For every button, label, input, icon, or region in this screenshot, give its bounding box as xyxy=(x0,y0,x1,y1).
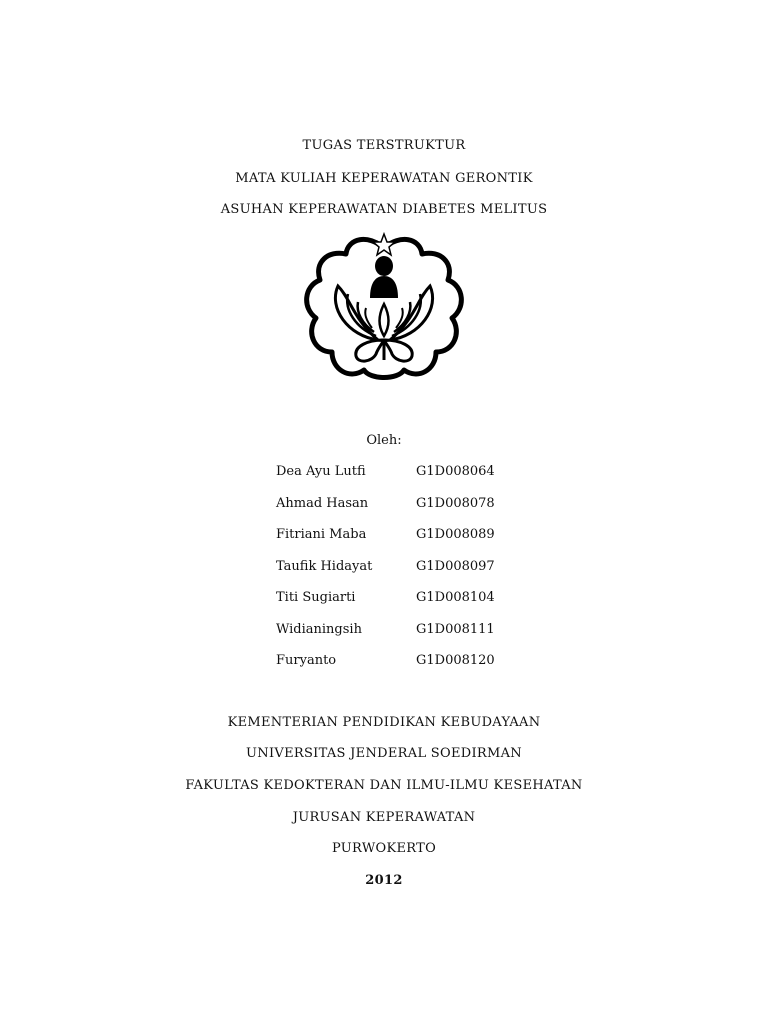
assignment-topic: ASUHAN KEPERAWATAN DIABETES MELITUS xyxy=(220,202,548,217)
member-list xyxy=(276,464,536,685)
list-item xyxy=(276,622,536,654)
list-item xyxy=(276,464,536,496)
university-seal-icon xyxy=(298,228,470,388)
year: 2012 xyxy=(365,873,403,888)
course-name: MATA KULIAH KEPERAWATAN GERONTIK xyxy=(235,171,533,186)
member-nim: G1D008078 xyxy=(416,495,495,511)
department-name: JURUSAN KEPERAWATAN xyxy=(292,810,476,825)
document-title: TUGAS TERSTRUKTUR xyxy=(302,138,466,153)
list-item xyxy=(276,590,536,622)
ministry-name: KEMENTERIAN PENDIDIKAN KEBUDAYAAN xyxy=(227,715,541,730)
member-nim: G1D008111 xyxy=(416,621,495,637)
university-name: UNIVERSITAS JENDERAL SOEDIRMAN xyxy=(246,746,522,761)
member-name: Widianingsih xyxy=(276,621,362,637)
list-item xyxy=(276,527,536,559)
member-name: Furyanto xyxy=(276,653,337,668)
list-item xyxy=(276,653,536,685)
member-name: Fitriani Maba xyxy=(276,527,367,542)
list-item xyxy=(276,496,536,528)
member-name: Titi Sugiarti xyxy=(276,590,356,605)
member-nim: G1D008064 xyxy=(416,464,495,479)
member-nim: G1D008120 xyxy=(416,653,495,668)
city-name: PURWOKERTO xyxy=(331,841,437,856)
faculty-name: FAKULTAS KEDOKTERAN DAN ILMU-ILMU KESEHATAN xyxy=(185,778,583,793)
member-nim: G1D008097 xyxy=(416,558,495,574)
member-nim: G1D008104 xyxy=(416,590,495,605)
member-nim: G1D008089 xyxy=(416,527,495,542)
list-item xyxy=(276,559,536,591)
member-name: Dea Ayu Lutfi xyxy=(276,464,366,479)
member-name: Taufik Hidayat xyxy=(276,558,373,574)
author-label: Oleh: xyxy=(366,433,402,448)
member-name: Ahmad Hasan xyxy=(276,495,369,511)
